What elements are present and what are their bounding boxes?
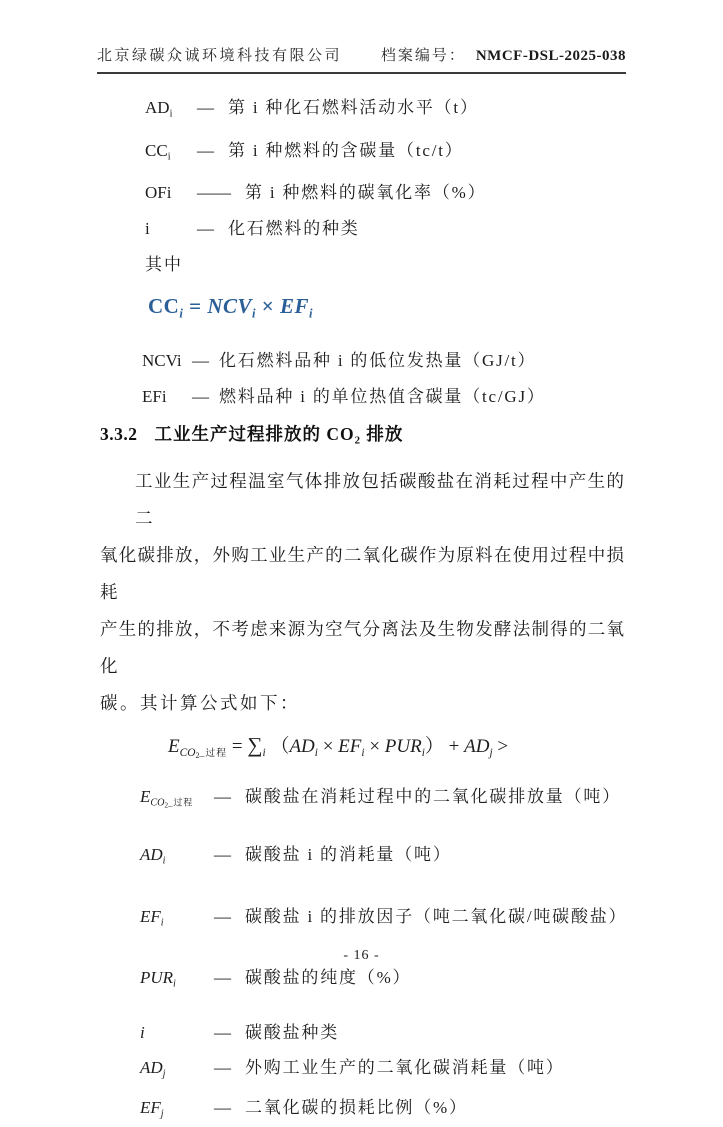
definition-term: $EF_i$ (140, 906, 164, 929)
definition-dash: —— (197, 183, 231, 203)
definition-term: EFi (142, 386, 167, 406)
paragraph-line: 碳。其计算公式如下： (100, 692, 300, 713)
definition-text: 碳酸盐的纯度（%） (245, 968, 412, 988)
definition-text: 二氧化碳的损耗比例（%） (245, 1098, 468, 1118)
header-company-name: 北京绿碳众诚环境科技有限公司 (97, 48, 343, 64)
section-heading-3-3-2 (100, 421, 625, 453)
definition-term: i (145, 219, 150, 239)
section-title: 工业生产过程排放的 $CO_2$ 排放 (154, 423, 404, 446)
definition-dash: — (214, 1057, 231, 1077)
definition-text: 第 i 种化石燃料活动水平（t） (228, 98, 479, 117)
definition-row (140, 1056, 625, 1087)
definition-row (142, 349, 625, 373)
definition-text: 碳酸盐种类 (245, 1022, 339, 1042)
fuel-definitions-list (145, 96, 625, 241)
definition-dash: — (192, 386, 209, 406)
definition-row (145, 217, 625, 241)
paragraph-line: 产生的排放，不考虑来源为空气分离法及生物发酵法制得的二氧化 (100, 618, 625, 676)
definition-text: 碳酸盐 i 的消耗量（吨） (245, 845, 452, 865)
among-label: 其中 (145, 255, 183, 275)
definition-row (140, 966, 625, 997)
formula-cc-ncv-ef: $CC_i = NCV_i \times EF_i$ (148, 294, 313, 321)
page-number: - 16 - (343, 948, 380, 963)
definition-dash: — (197, 140, 214, 160)
co2-subscript: 2 (354, 433, 362, 446)
header-archive (381, 44, 626, 65)
definition-row (145, 181, 625, 205)
definition-row (140, 905, 628, 936)
page-header (97, 44, 626, 74)
definition-row (145, 96, 625, 127)
definition-row (142, 385, 625, 409)
definition-dash: — (214, 1022, 231, 1042)
definition-text: 燃料品种 i 的单位热值含碳量（tc/GJ） (219, 386, 546, 406)
definition-dash: — (214, 845, 231, 865)
definition-text: 第 i 种燃料的含碳量（tc/t） (228, 140, 464, 160)
definition-text: 化石燃料品种 i 的低位发热量（GJ/t） (219, 350, 537, 370)
definition-term: $EF_j$ (140, 1098, 164, 1120)
archive-label: 档案编号： (380, 48, 466, 64)
definition-term: $AD_i$ (145, 98, 173, 120)
definition-text: 第 i 种燃料的碳氧化率（%） (245, 183, 487, 203)
definition-dash: — (214, 786, 231, 806)
page-footer (0, 948, 723, 964)
definition-row (140, 843, 625, 874)
definition-term: $PUR_i$ (140, 968, 176, 990)
definition-text: 化石燃料的种类 (228, 219, 360, 239)
definition-dash: — (192, 350, 209, 370)
definition-row (140, 1021, 625, 1045)
document-body (100, 96, 628, 1127)
definition-term: OFi (145, 183, 172, 203)
definition-term: i (140, 1022, 145, 1042)
formula-e-process: $E_{CO2\_过程} = \sum_i$ $(AD_i \times EF_i \times PUR_i) + AD_j$ > (168, 732, 509, 760)
definition-term: $E_{CO2\_过程}$ (140, 786, 194, 810)
definition-text: 碳酸盐在消耗过程中的二氧化碳排放量（吨） (245, 786, 621, 806)
definition-term: $AD_i$ (140, 845, 166, 867)
definition-dash: — (214, 1098, 231, 1118)
definition-dash: — (197, 219, 214, 239)
definition-term: NCVi (142, 350, 182, 370)
archive-number: NMCF-DSL-2025-038 (475, 48, 626, 64)
definition-dash: — (214, 906, 231, 926)
body-paragraph (100, 463, 625, 722)
ncv-ef-definitions-list (142, 349, 625, 409)
definition-row (140, 1096, 625, 1127)
definition-row (140, 785, 625, 817)
paragraph-line: 工业生产过程温室气体排放包括碳酸盐在消耗过程中产生的二 (135, 470, 625, 528)
definition-term: $CC_i$ (145, 140, 171, 163)
definition-dash: — (214, 968, 231, 988)
section-number: 3.3.2 (100, 423, 138, 444)
definition-term: $AD_j$ (140, 1057, 166, 1080)
definition-text: 碳酸盐 i 的排放因子（吨二氧化碳/吨碳酸盐） (245, 906, 628, 926)
paragraph-line: 氧化碳排放，外购工业生产的二氧化碳作为原料在使用过程中损耗 (100, 544, 625, 602)
definition-dash: — (197, 98, 214, 117)
definition-row (145, 139, 625, 170)
definition-text: 外购工业生产的二氧化碳消耗量（吨） (245, 1057, 565, 1077)
